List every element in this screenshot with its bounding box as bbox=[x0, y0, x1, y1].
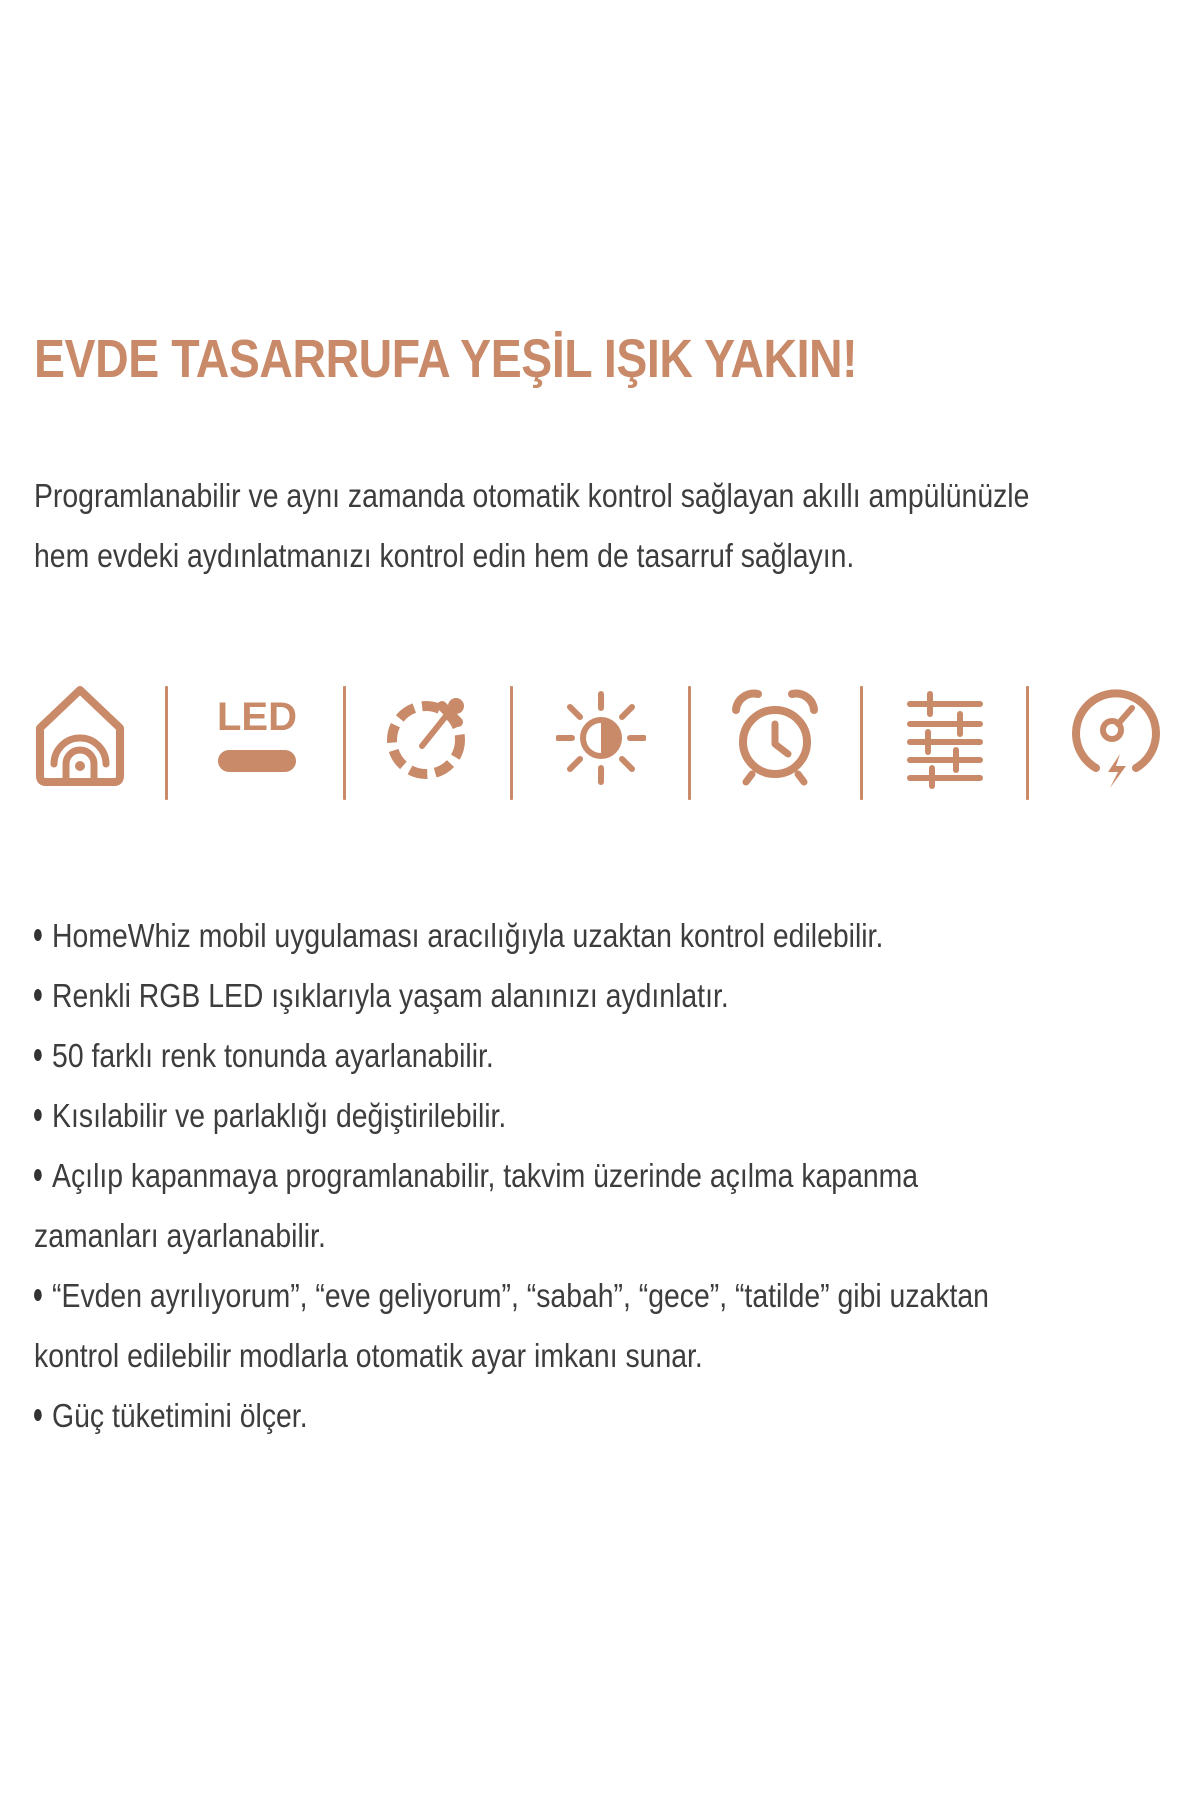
intro-line-1: Programlanabilir ve aynı zamanda otomatik kontrol sağlayan akıllı ampülünüzle bbox=[34, 477, 1030, 514]
bullet-icon bbox=[34, 1409, 42, 1421]
bullet-icon bbox=[34, 989, 42, 1001]
bullet-icon bbox=[34, 1289, 42, 1301]
icon-separator bbox=[688, 686, 691, 800]
list-item bbox=[34, 906, 1118, 966]
power-meter-icon bbox=[1068, 680, 1164, 790]
list-item bbox=[34, 1146, 1118, 1206]
intro-paragraph bbox=[34, 466, 1100, 586]
list-item bbox=[34, 966, 1118, 1026]
feature-text: Renkli RGB LED ışıklarıyla yaşam alanınızı aydınlatır. bbox=[52, 977, 729, 1014]
intro-line-2: hem evdeki aydınlatmanızı kontrol edin hem de tasarruf sağlayın. bbox=[34, 537, 855, 574]
icon-separator bbox=[343, 686, 346, 800]
list-item bbox=[34, 1386, 1118, 1446]
icon-separator bbox=[860, 686, 863, 800]
feature-text: 50 farklı renk tonunda ayarlanabilir. bbox=[52, 1037, 494, 1074]
list-item bbox=[34, 1086, 1118, 1146]
page-title: EVDE TASARRUFA YEŞİL IŞIK YAKIN! bbox=[34, 329, 858, 389]
list-item-continuation bbox=[34, 1326, 1118, 1386]
feature-text: “Evden ayrılıyorum”, “eve geliyorum”, “sabah”, “gece”, “tatilde” gibi uzaktan bbox=[52, 1277, 989, 1314]
icon-separator bbox=[510, 686, 513, 800]
list-item bbox=[34, 1266, 1118, 1326]
feature-text: zamanları ayarlanabilir. bbox=[34, 1217, 326, 1254]
bullet-icon bbox=[34, 1109, 42, 1121]
icon-separator bbox=[1026, 686, 1029, 800]
bullet-icon bbox=[34, 1049, 42, 1061]
feature-text: HomeWhiz mobil uygulaması aracılığıyla uzaktan kontrol edilebilir. bbox=[52, 917, 884, 954]
sliders-icon bbox=[900, 680, 990, 790]
bullet-icon bbox=[34, 929, 42, 941]
led-icon-label: LED bbox=[217, 695, 297, 739]
list-item bbox=[34, 1026, 1118, 1086]
smart-home-icon bbox=[32, 680, 128, 790]
feature-text: Güç tüketimini ölçer. bbox=[52, 1397, 308, 1434]
color-picker-icon bbox=[384, 680, 474, 790]
alarm-clock-icon bbox=[730, 680, 820, 790]
bullet-icon bbox=[34, 1169, 42, 1181]
feature-list bbox=[34, 906, 1118, 1446]
brightness-icon bbox=[556, 680, 646, 790]
icon-separator bbox=[165, 686, 168, 800]
feature-text: Kısılabilir ve parlaklığı değiştirilebilir. bbox=[52, 1097, 507, 1134]
list-item-continuation bbox=[34, 1206, 1118, 1266]
feature-text: Açılıp kapanmaya programlanabilir, takvim üzerinde açılma kapanma bbox=[52, 1157, 919, 1194]
feature-icons-row bbox=[0, 680, 1200, 800]
led-icon bbox=[212, 680, 302, 790]
feature-text: kontrol edilebilir modlarla otomatik ayar imkanı sunar. bbox=[34, 1337, 703, 1374]
